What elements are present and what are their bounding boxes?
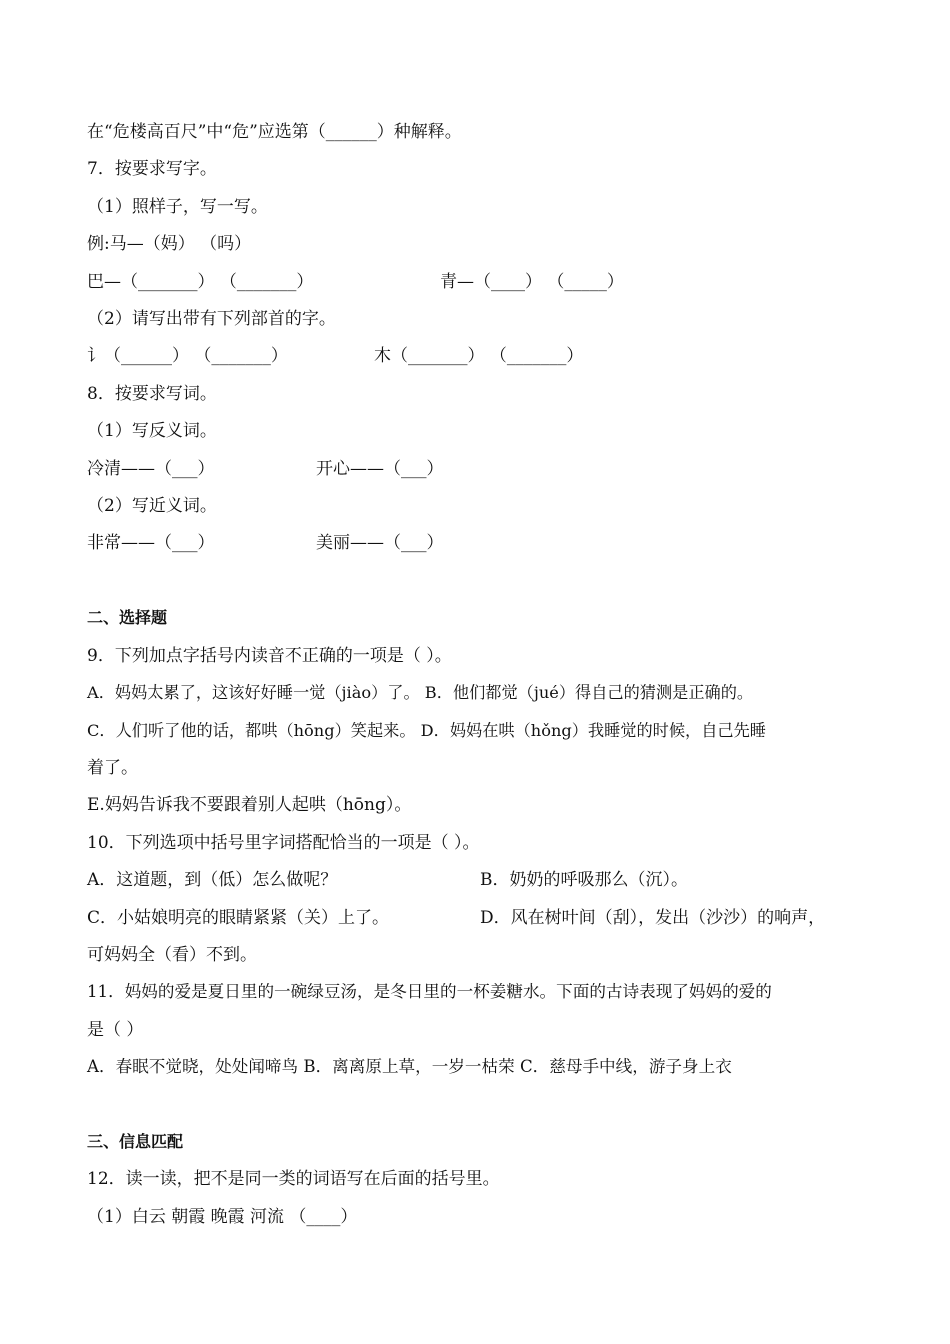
section-2-title: 二、选择题	[87, 608, 168, 627]
q10-question: 10．下列选项中括号里字词搭配恰当的一项是（ ）。	[87, 833, 480, 853]
q9-option-e: E.妈妈告诉我不要跟着别人起哄（hōng）。	[87, 795, 412, 815]
q7-example: 例:马—（妈） （吗）	[87, 234, 252, 254]
q9-question: 9．下列加点字括号内读音不正确的一项是（ ）。	[87, 646, 452, 666]
q7-qing-blanks: 青—（____） （_____）	[440, 272, 624, 292]
q7-ba-blanks: 巴—（_______） （_______）	[87, 272, 314, 292]
q8-part1: （1）写反义词。	[87, 421, 217, 441]
q8-kaixin: 开心——（___）	[316, 459, 444, 479]
q12-part1: （1）白云 朝霞 晚霞 河流 （____）	[87, 1207, 358, 1227]
q8-part2: （2）写近义词。	[87, 496, 217, 516]
q9-options-ab: A．妈妈太累了，这该好好睡一觉（jiào）了。 B．他们都觉（jué）得自己的猜测是正确的。	[87, 683, 754, 702]
q12-question: 12．读一读，把不是同一类的词语写在后面的括号里。	[87, 1169, 500, 1189]
q8-meili: 美丽——（___）	[316, 533, 444, 553]
q7-part1: （1）照样子，写一写。	[87, 197, 268, 217]
q10-option-d: D．风在树叶间（刮），发出（沙沙）的响声，	[480, 908, 826, 928]
q10-option-c: C．小姑娘明亮的眼睛紧紧（关）上了。	[87, 908, 390, 928]
q10-option-d-cont: 可妈妈全（看）不到。	[87, 945, 257, 965]
q7-part2: （2）请写出带有下列部首的字。	[87, 309, 336, 329]
q10-option-b: B．奶奶的呼吸那么（沉）。	[480, 870, 688, 890]
q7-yan-blanks: 讠（______） （_______）	[87, 346, 288, 366]
q6-tail-line: 在“危楼高百尺”中“危”应选第（______）种解释。	[87, 122, 462, 142]
q8-lengqing: 冷清——（___）	[87, 459, 215, 479]
q11-options: A．春眠不觉晓，处处闻啼鸟 B．离离原上草，一岁一枯荣 C．慈母手中线，游子身上衣	[87, 1057, 732, 1076]
q10-option-a: A．这道题，到（低）怎么做呢？	[87, 870, 338, 890]
section-3-title: 三、信息匹配	[87, 1132, 184, 1151]
q9-options-cd: C．人们听了他的话，都哄（hōng）笑起来。 D．妈妈在哄（hǒng）我睡觉的时候，自己先睡	[87, 721, 766, 740]
q8-feichang: 非常——（___）	[87, 533, 215, 553]
q7-heading: 7．按要求写字。	[87, 159, 217, 179]
q11-question: 11．妈妈的爱是夏日里的一碗绿豆汤，是冬日里的一杯姜糖水。下面的古诗表现了妈妈的爱的	[87, 982, 772, 1001]
q7-mu-blanks: 木（_______） （_______）	[374, 346, 584, 366]
q9-options-cd-cont: 着了。	[87, 758, 138, 778]
q8-heading: 8．按要求写词。	[87, 384, 217, 404]
q11-question-cont: 是（ ）	[87, 1020, 144, 1040]
